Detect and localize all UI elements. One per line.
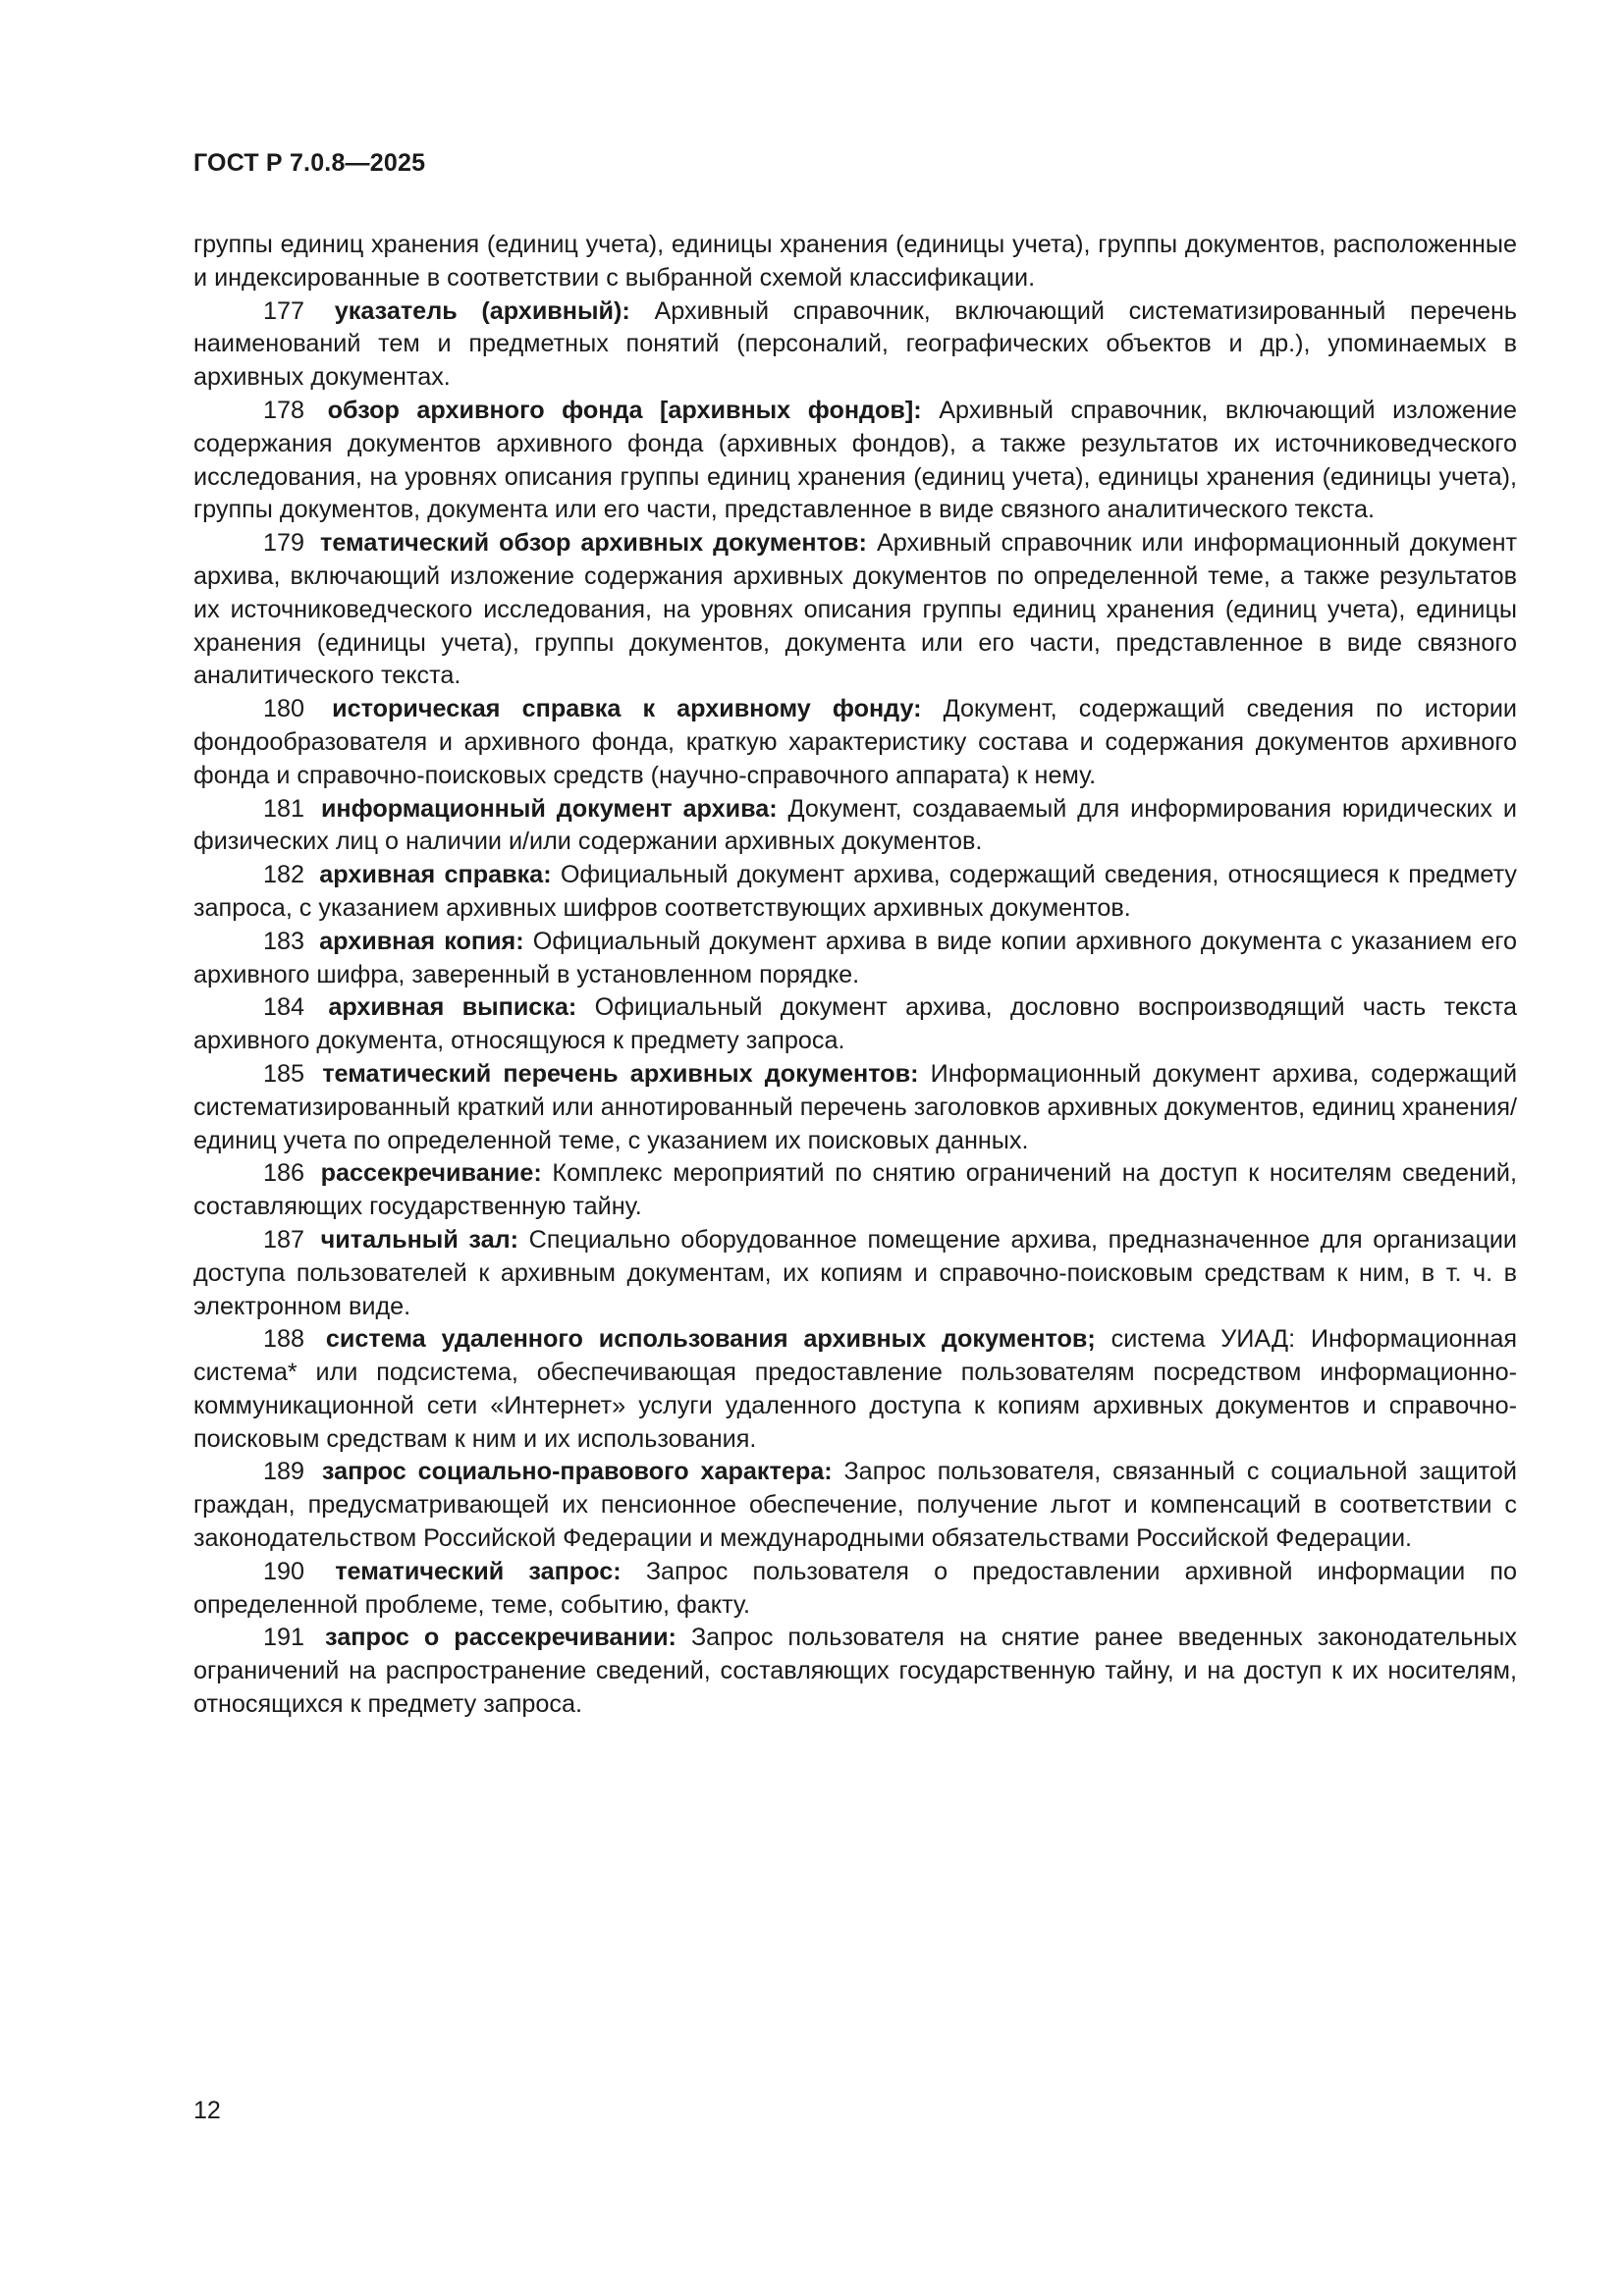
entry-definition: Запрос пользователя на снятие ранее введенных законодательных ограничений на распространение сведений, составляющих государственную тайну, и на доступ к их носителям, относящихся к предмету запроса. [193,1624,1517,1719]
entry-term: запрос социально-правового характера: [321,1458,833,1486]
entry-term: информационный документ архива: [320,794,778,823]
entry-term: указатель (архивный): [334,296,630,325]
entry-number: 187 [263,1225,305,1254]
entry-term: тематический запрос: [335,1557,622,1585]
entry-number: 179 [263,529,305,558]
term-entry-185 [193,1058,1517,1157]
entry-term: архивная выписка: [328,993,577,1022]
page-number: 12 [193,2097,221,2124]
document-header-title: ГОСТ Р 7.0.8—2025 [193,149,426,177]
entry-definition: Документ, создаваемый для информирования юридических и физических лиц о наличии и/или содержании архивных документов. [193,794,1517,856]
entry-number: 182 [263,861,305,889]
entry-number: 189 [263,1458,305,1486]
entry-definition: Официальный документ архива, дословно воспроизводящий часть текста архивного документа, относящуюся к предмету запроса. [193,993,1518,1055]
entry-number: 183 [263,927,305,955]
entry-term: тематический обзор архивных документов: [320,529,867,558]
term-entry-189 [193,1456,1517,1555]
entry-definition: Запрос пользователя, связанный с социальной защитой граждан, предусматривающей их пенсионное обеспечение, получение льгот и компенсаций в соответствии с законодательством Российской Федерации и международными обязательствами Российской Федерации. [193,1458,1517,1553]
term-entry-186 [193,1157,1517,1224]
entry-definition: Официальный документ архива, содержащий сведения, относящиеся к предмету запроса, с указанием архивных шифров соответствующих архивных документов. [193,861,1518,922]
entry-definition: Специально оборудованное помещение архива, предназначенное для организации доступа пользователей к архивным документам, их копиям и справочно-поисковым средствам к ним, в т. ч. в электронном виде. [193,1225,1518,1320]
term-entry-177 [193,295,1517,395]
entry-definition: Комплекс мероприятий по снятию ограничений на доступ к носителям сведений, составляющих государственную тайну. [193,1159,1517,1221]
term-entry-178 [193,395,1517,527]
entry-definition: Архивный справочник или информационный документ архива, включающий изложение содержания архивных документов по определенной теме, а также результатов их источниковедческого исследования, на уровнях описания группы единиц хранения (единиц учета), единицы хранения (единицы учета), группы документов, документа или его части, представленное в виде связного аналитического текста. [193,529,1518,690]
entry-number: 181 [263,794,305,823]
entry-term: система удаленного использования архивных документов; [325,1325,1096,1354]
term-entry-188 [193,1323,1517,1456]
entry-definition: Архивный справочник, включающий систематизированный перечень наименований тем и предметных понятий (персоналий, географических объектов и др.), упоминаемых в архивных документах. [193,296,1517,392]
entry-term: тематический перечень архивных документов: [322,1059,919,1088]
entry-definition: Информационный документ архива, содержащий систематизированный краткий или аннотированный перечень заголовков архивных документов, единиц хранения/единиц учета по определенной теме, с указанием их поисковых данных. [193,1059,1518,1154]
term-entry-191 [193,1622,1517,1721]
entry-term: архивная копия: [319,927,524,955]
term-entry-187 [193,1224,1517,1323]
entry-term: запрос о рассекречивании: [325,1624,677,1652]
entry-definition: Запрос пользователя о предоставлении архивной информации по определенной проблеме, теме, событию, факту. [193,1557,1518,1619]
entry-number: 185 [263,1059,305,1088]
entry-number: 186 [263,1159,305,1188]
term-entry-180 [193,693,1517,792]
entry-term: читальный зал: [320,1225,519,1254]
entry-term: архивная справка: [319,861,552,889]
entry-definition: Документ, содержащий сведения по истории фондообразователя и архивного фонда, краткую характеристику состава и содержания документов архивного фонда и справочно-поисковых средств (научно-справочного аппарата) к нему. [193,695,1517,789]
entry-term: рассекречивание: [320,1159,542,1188]
document-body [193,229,1517,1722]
entry-number: 177 [263,296,305,325]
entry-definition: Архивный справочник, включающий изложение содержания документов архивного фонда (архивных фондов), а также результатов их источниковедческого исследования, на уровнях описания группы единиц хранения (единиц учета), единицы хранения (единицы учета), группы документов, документа или его части, представленное в виде связного аналитического текста. [193,396,1517,524]
term-entry-184 [193,991,1517,1058]
entry-number: 184 [263,993,305,1022]
term-entry-181 [193,793,1517,860]
entry-number: 180 [263,695,305,723]
entry-number: 190 [263,1557,305,1585]
entry-term: обзор архивного фонда [архивных фондов]: [327,396,922,424]
term-entry-179 [193,527,1517,693]
term-entry-190 [193,1556,1517,1623]
continuation-paragraph: группы единиц хранения (единиц учета), единицы хранения (единицы учета), группы документов, расположенные и индексированные в соответствии с выбранной схемой классификации. [193,231,1517,292]
term-entry-183 [193,926,1517,992]
entry-number: 178 [263,396,305,424]
entry-definition: система УИАД: Информационная система* или подсистема, обеспечивающая предоставление пользователям посредством информационно-коммуникационной сети «Интернет» услуги удаленного доступа к копиям архивных документов и справочно-поисковым средствам к ним и их использования. [193,1325,1517,1453]
entry-definition: Официальный документ архива в виде копии архивного документа с указанием его архивного шифра, заверенный в установленном порядке. [193,927,1517,988]
entry-number: 188 [263,1325,305,1354]
term-entry-182 [193,859,1517,926]
entry-term: историческая справка к архивному фонду: [332,695,922,723]
entry-number: 191 [263,1624,305,1652]
